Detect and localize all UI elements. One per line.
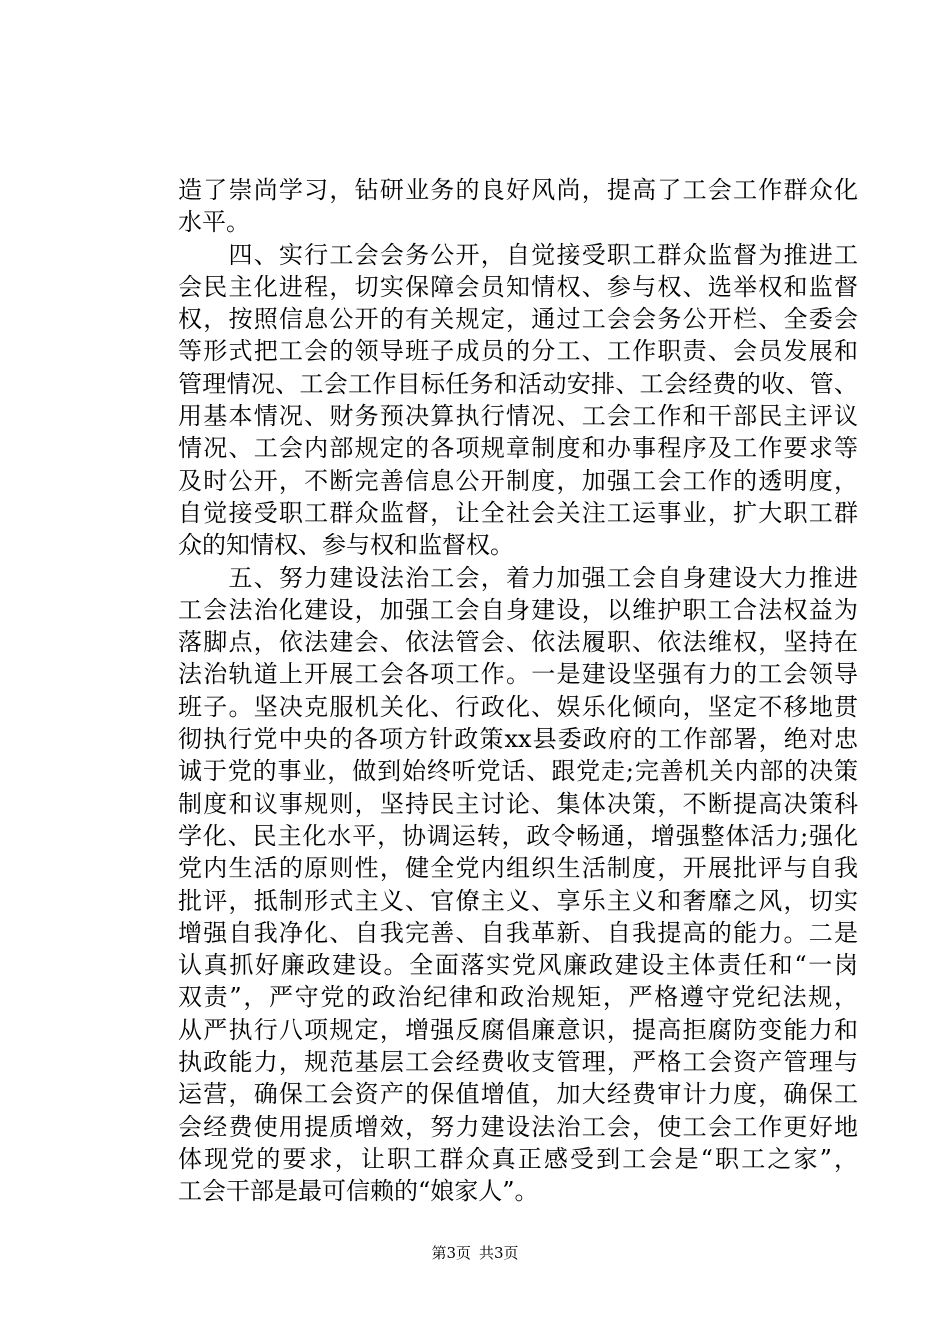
page-footer <box>0 1243 950 1263</box>
text-line: 管理情况、工会工作目标任务和活动安排、工会经费的收、管、 <box>178 369 858 398</box>
text-line: 权，按照信息公开的有关规定，通过工会会务公开栏、全委会 <box>178 305 858 334</box>
page-number: 第3页 <box>431 1244 471 1262</box>
text-line: 工会法治化建设，加强工会自身建设，以维护职工合法权益为 <box>178 595 858 624</box>
text-line: 体现党的要求，让职工群众真正感受到工会是“职工之家”， <box>178 1144 858 1173</box>
text-line: 制度和议事规则，坚持民主讨论、集体决策，不断提高决策科 <box>178 789 858 818</box>
text-line: 法治轨道上开展工会各项工作。一是建设坚强有力的工会领导 <box>178 660 858 689</box>
text-line: 学化、民主化水平，协调运转，政令畅通，增强整体活力;强化 <box>178 821 858 850</box>
text-line: 造了崇尚学习，钻研业务的良好风尚，提高了工会工作群众化 <box>178 176 858 204</box>
text-line: 等形式把工会的领导班子成员的分工、工作职责、会员发展和 <box>178 337 858 366</box>
text-line: 及时公开，不断完善信息公开制度，加强工会工作的透明度， <box>178 466 858 495</box>
page-total: 共3页 <box>479 1244 519 1262</box>
text-line: 增强自我净化、自我完善、自我革新、自我提高的能力。二是 <box>178 918 858 947</box>
text-line: 运营，确保工会资产的保值增值，加大经费审计力度，确保工 <box>178 1080 858 1109</box>
text-line: 双责”，严守党的政治纪律和政治规矩，严格遵守党纪法规， <box>178 983 858 1012</box>
text-line: 从严执行八项规定，增强反腐倡廉意识，提高拒腐防变能力和 <box>178 1015 858 1044</box>
text-line: 自觉接受职工群众监督，让全社会关注工运事业，扩大职工群 <box>178 498 858 527</box>
text-line: 四、实行工会会务公开，自觉接受职工群众监督为推进工 <box>178 240 858 269</box>
text-line: 情况、工会内部规定的各项规章制度和办事程序及工作要求等 <box>178 434 858 463</box>
text-line: 会民主化进程，切实保障会员知情权、参与权、选举权和监督 <box>178 272 858 301</box>
text-line: 水平。 <box>178 208 250 237</box>
text-line: 会经费使用提质增效，努力建设法治工会，使工会工作更好地 <box>178 1112 858 1141</box>
text-line: 落脚点，依法建会、依法管会、依法履职、依法维权，坚持在 <box>178 628 858 657</box>
text-line: 彻执行党中央的各项方针政策xx县委政府的工作部署，绝对忠 <box>178 725 858 754</box>
text-line: 班子。坚决克服机关化、行政化、娱乐化倾向，坚定不移地贯 <box>178 692 858 721</box>
document-body <box>178 174 858 1208</box>
text-line: 认真抓好廉政建设。全面落实党风廉政建设主体责任和“一岗 <box>178 951 858 980</box>
text-line: 众的知情权、参与权和监督权。 <box>178 531 514 560</box>
text-line: 党内生活的原则性，健全党内组织生活制度，开展批评与自我 <box>178 854 858 883</box>
text-line: 批评，抵制形式主义、官僚主义、享乐主义和奢靡之风，切实 <box>178 886 858 915</box>
text-line: 工会干部是最可信赖的“娘家人”。 <box>178 1177 539 1206</box>
text-line: 用基本情况、财务预决算执行情况、工会工作和干部民主评议 <box>178 402 858 431</box>
text-line: 诚于党的事业，做到始终听党话、跟党走;完善机关内部的决策 <box>178 757 858 786</box>
text-line: 五、努力建设法治工会，着力加强工会自身建设大力推进 <box>178 563 858 592</box>
text-line: 执政能力，规范基层工会经费收支管理，严格工会资产管理与 <box>178 1048 858 1077</box>
